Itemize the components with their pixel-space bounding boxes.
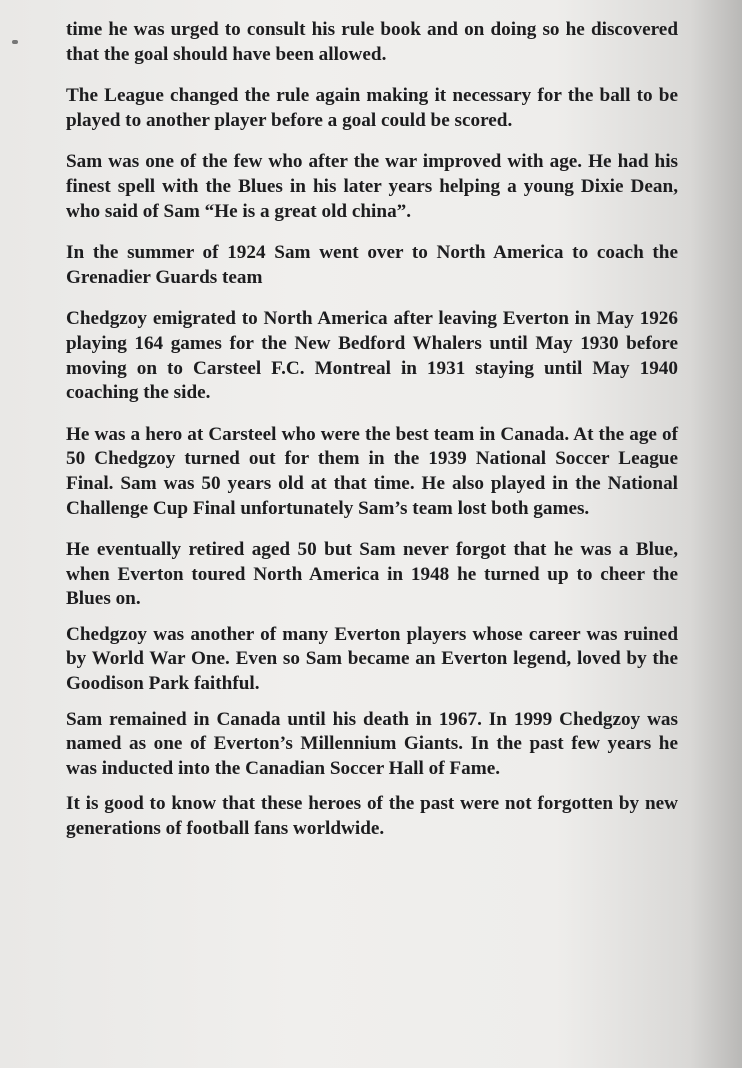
paragraph-carsteel-hero: He was a hero at Carsteel who were the best team in Canada. At the age of 50 Chedgzoy turned out for them in the 1939 National Soccer League Final. Sam was 50 years old at that time. He also played in the National Challenge Cup Final unfortunately Sam’s team lost both games. [66, 423, 678, 519]
paragraph-retirement: He eventually retired aged 50 but Sam never forgot that he was a Blue, when Everton toured North America in 1948 he turned up to cheer the Blues on. [66, 539, 678, 610]
paragraph-dixie-dean: Sam was one of the few who after the war improved with age. He had his finest spell with the Blues in his later years helping a young Dixie Dean, who said of Sam “He is a great old china”. [66, 151, 678, 222]
page-body [66, 18, 678, 859]
paragraph-grenadier-guards: In the summer of 1924 Sam went over to North America to coach the Grenadier Guards team [66, 242, 678, 288]
paragraph-emigration: Chedgzoy emigrated to North America after leaving Everton in May 1926 playing 164 games for the New Bedford Whalers until May 1930 before moving on to Carsteel F.C. Montreal in 1931 staying until May 1940 coaching the side. [66, 308, 678, 404]
page-speck [12, 40, 18, 44]
paragraph-league-rule: The League changed the rule again making it necessary for the ball to be played to another player before a goal could be scored. [66, 85, 678, 131]
paragraph-heroes-remembered: It is good to know that these heroes of the past were not forgotten by new generations of football fans worldwide. [66, 793, 678, 840]
paragraph-world-war: Chedgzoy was another of many Everton players whose career was ruined by World War One. Even so Sam became an Everton legend, loved by the Goodison Park faithful. [66, 623, 678, 695]
paragraph-rule-book: time he was urged to consult his rule book and on doing so he discovered that the goal should have been allowed. [66, 19, 678, 65]
paragraph-hall-of-fame: Sam remained in Canada until his death in 1967. In 1999 Chedgzoy was named as one of Everton’s Millennium Giants. In the past few years he was inducted into the Canadian Soccer Hall of Fame. [66, 708, 678, 779]
